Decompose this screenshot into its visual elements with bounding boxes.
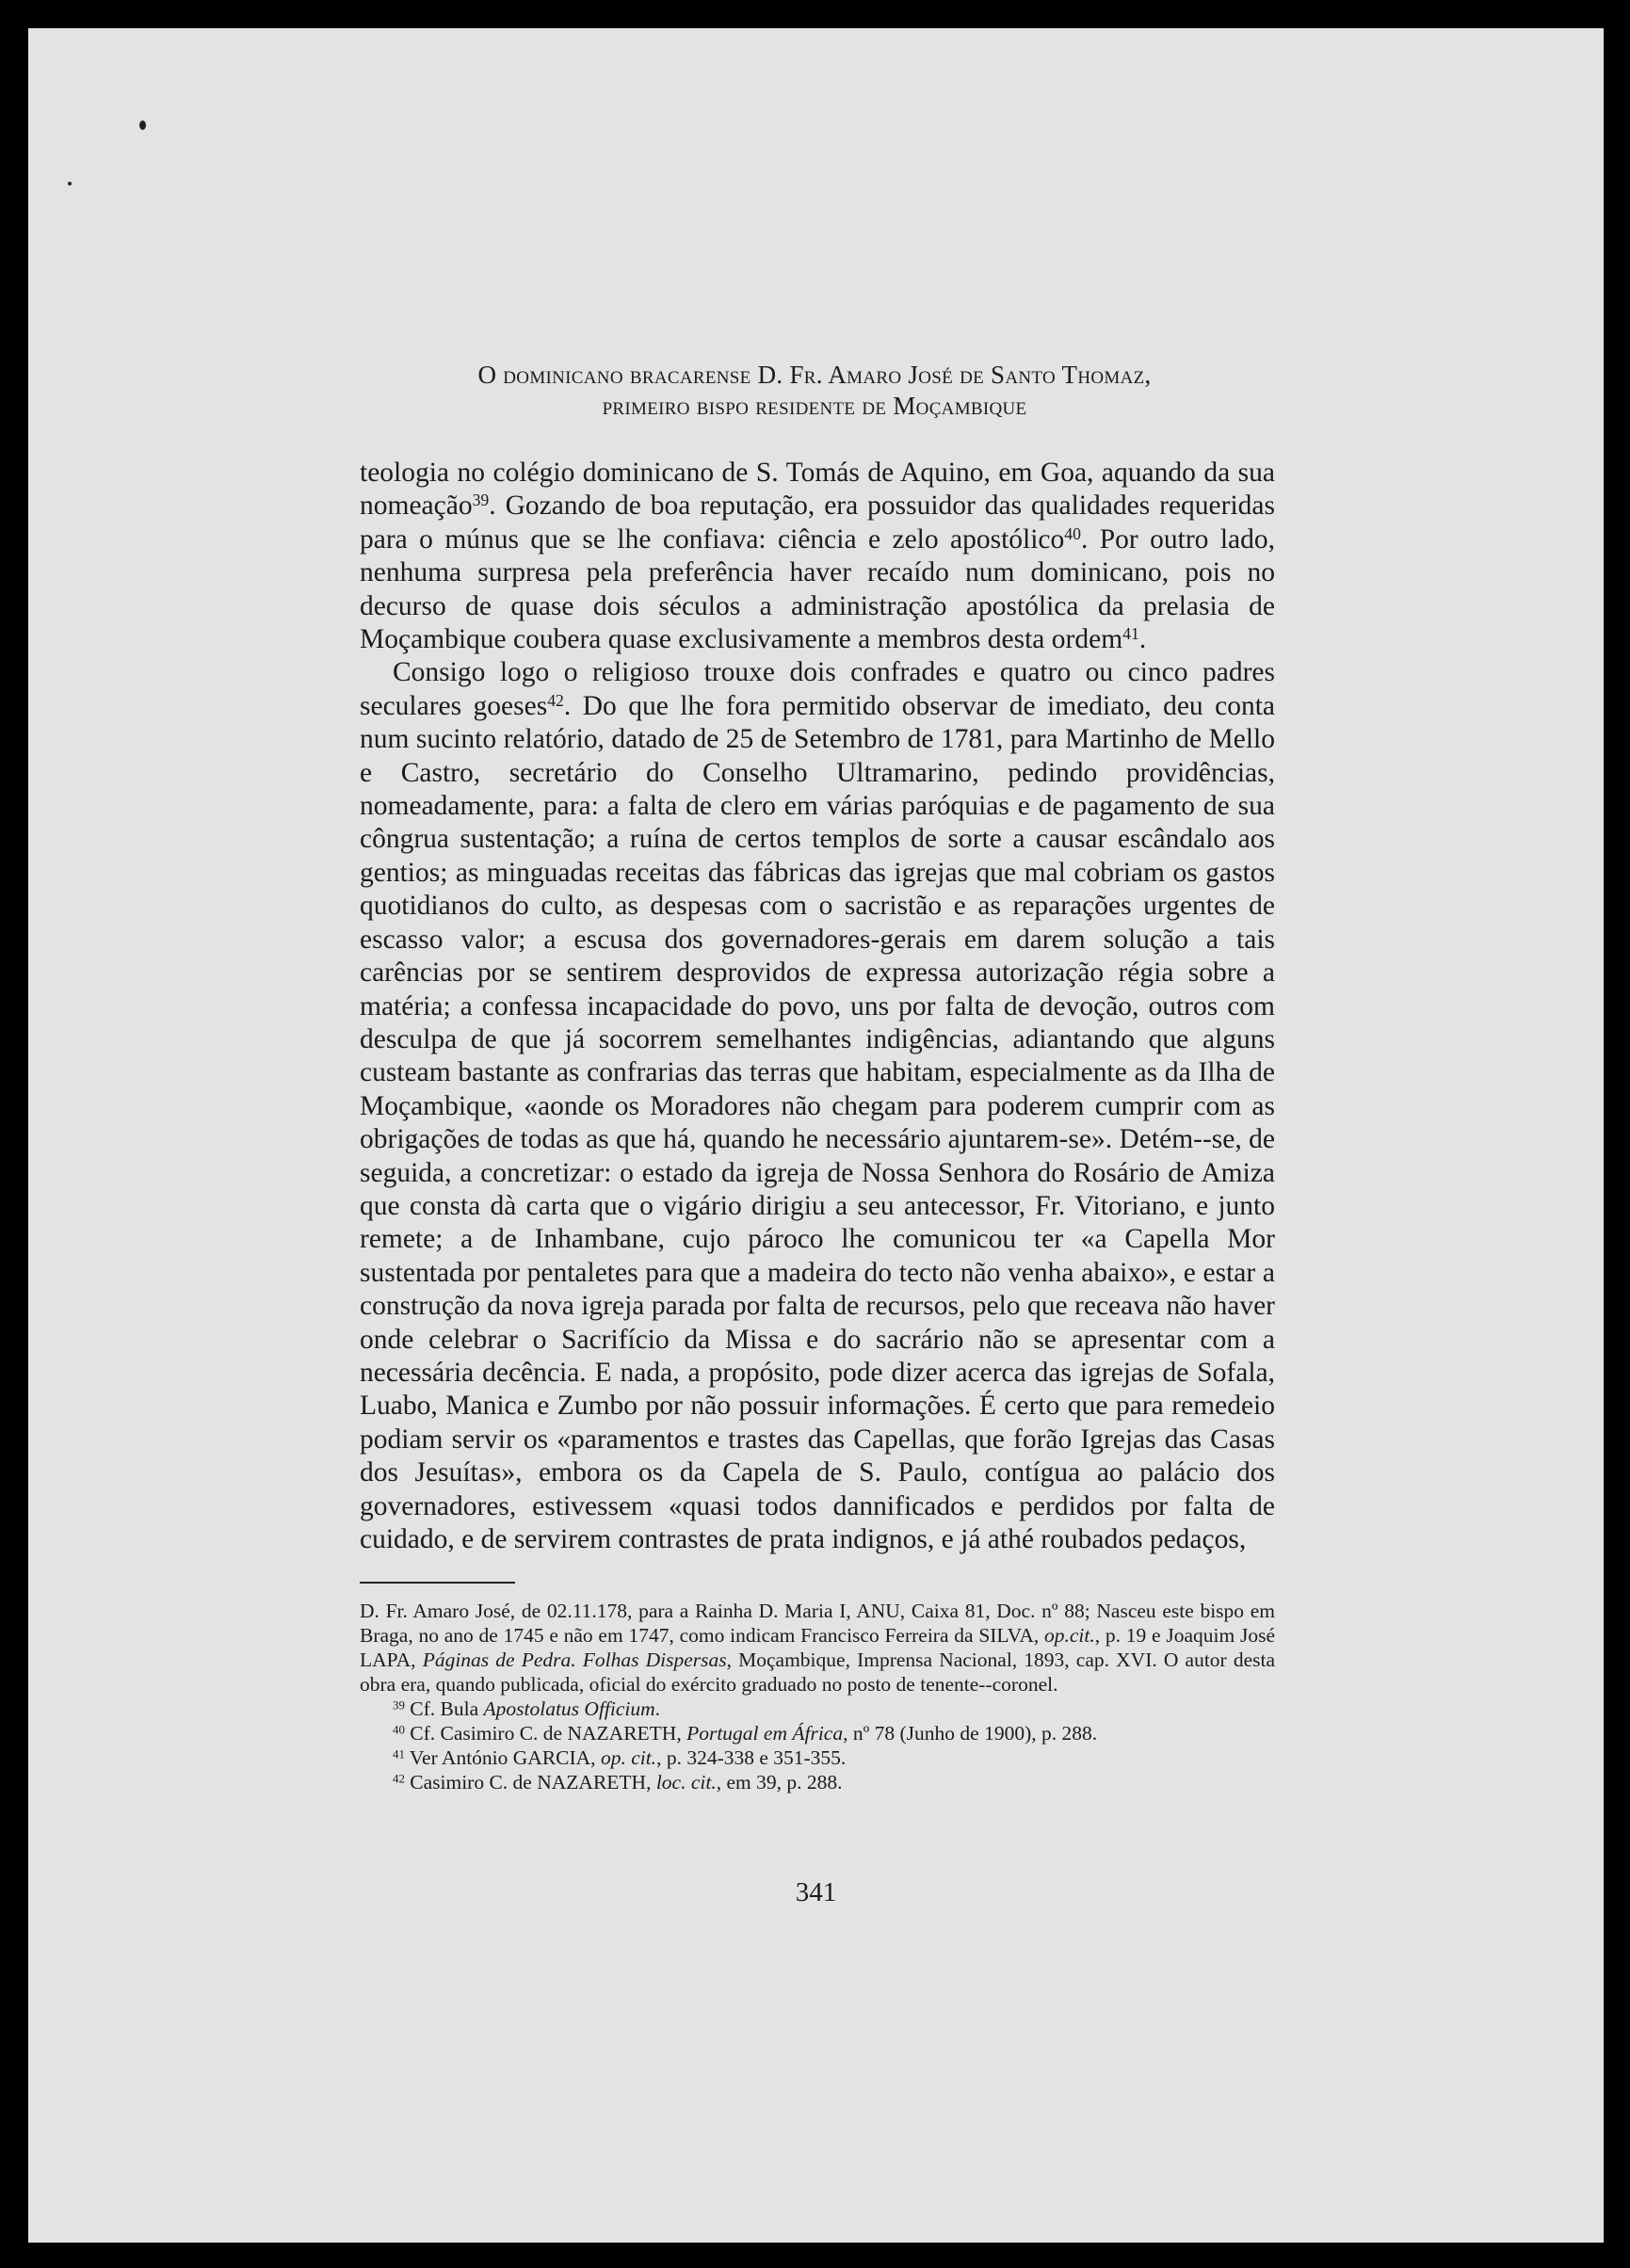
text-run: , nº 78 (Junho de 1900), p. 288. <box>843 1722 1098 1745</box>
running-header-line-1: O dominicano bracarense D. Fr. Amaro José de Santo Thomaz, <box>477 361 1152 389</box>
text-run: Ver António GARCIA, <box>404 1746 601 1769</box>
running-header <box>301 360 1328 422</box>
footnote-39 <box>360 1697 1275 1721</box>
text-run: . Por outro lado, nenhuma surpresa pela preferência haver recaído num dominicano, pois no decurso de quase dois séculos a administração apostólica da prelasia de Moçambique coubera quase exclusivamente a membros desta ordem <box>360 523 1275 655</box>
footnote-separator <box>360 1582 515 1584</box>
footnote-number: 41 <box>393 1747 405 1761</box>
text-run: Consigo logo o religioso trouxe dois confrades e quatro ou cinco padres seculares goeses <box>360 657 1275 721</box>
text-run: D. Fr. Amaro José, de 02.11.178, para a Rainha D. Maria I, ANU, Caixa 81, Doc. nº 88; Nasceu este bispo em Braga, no ano de 1745 e não em 1747, como indicam Francisco Ferreira da SILVA, <box>360 1600 1275 1647</box>
document-page <box>28 28 1604 2243</box>
footnote-ref: 41 <box>1122 624 1139 644</box>
footnote-ref: 42 <box>547 691 564 710</box>
footnote-number: 39 <box>393 1698 405 1713</box>
italic-run: op.cit. <box>1044 1624 1095 1647</box>
italic-run: Portugal em África <box>686 1722 844 1745</box>
footnote-ref: 39 <box>472 491 490 510</box>
page-number: 341 <box>795 1877 837 1907</box>
text-run: Cf. Casimiro C. de NAZARETH, <box>404 1722 687 1745</box>
italic-run: op. cit. <box>600 1746 657 1769</box>
footnote-42 <box>360 1770 1275 1794</box>
scan-speck <box>68 182 72 185</box>
paragraph-2 <box>360 656 1275 1556</box>
text-run: . Gozando de boa reputação, era possuidor das qualidades requeridas para o múnus que se lhe confiava: ciência e zelo apostólico <box>360 491 1275 555</box>
text-run: , Moçambique, Imprensa Nacional, 1893, cap. XVI. O autor desta obra era, quando publicada, oficial do exército graduado no posto de tenente--coronel. <box>360 1649 1276 1696</box>
italic-run: Páginas de Pedra. Folhas Dispersas <box>422 1649 727 1671</box>
footnote-ref: 40 <box>1064 523 1081 543</box>
text-run: . <box>1138 624 1147 655</box>
text-run: , p. 324-338 e 351-355. <box>656 1746 847 1769</box>
text-run: . <box>654 1697 661 1720</box>
body-text <box>360 457 1275 1556</box>
text-run: Cf. Bula <box>404 1697 484 1720</box>
text-run: Casimiro C. de NAZARETH, <box>404 1771 656 1793</box>
footnotes <box>360 1599 1275 1794</box>
text-run: , p. 19 e Joaquim José LAPA, <box>360 1624 1275 1671</box>
italic-run: Apostolatus Officium <box>483 1697 655 1720</box>
text-run: . Do que lhe fora permitido observar de imediato, deu conta num sucinto relatório, datado de 25 de Setembro de 1781, para Martinho de Mello e Castro, secretário do Conselho Ultramarino, pedindo providências, nomeadamente, para: a falta de clero em várias paróquias e de pagamento de sua côngrua sustentação; a ruína de certos templos de sorte a causar escândalo aos gentios; as minguadas receitas das fábricas das igrejas que mal cobriam os gastos quotidianos do culto, as despesas com o sacristão e as reparações urgentes de escasso valor; a escusa dos governadores-gerais em darem solução a tais carências por se sentirem desprovidos de expressa autorização régia sobre a matéria; a confessa incapacidade do povo, uns por falta de devoção, outros com desculpa de que já socorrem semelhantes indigências, adiantando que alguns custeam bastante as confrarias das terras que habitam, especialmente as da Ilha de Moçambique, «aonde os Moradores não chegam para poderem cumprir com as obrigações de todas as que há, quando he necessário ajuntarem-se». Detém--se, de seguida, a concretizar: o estado da igreja de Nossa Senhora do Rosário de Amiza que consta dà carta que o vigário dirigiu a seu antecessor, Fr. Vitoriano, e junto remete; a de Inhambane, cujo pároco lhe comunicou ter «a Capella Mor sustentada por pentaletes para que a madeira do tecto não venha abaixo», e estar a construção da nova igreja parada por falta de recursos, pelo que receava não haver onde celebrar o Sacrifício da Missa e do sacrário não se apresentar com a necessária decência. E nada, a propósito, pode dizer acerca das igrejas de Sofala, Luabo, Manica e Zumbo por não possuir informações. É certo que para remedeio podiam servir os «paramentos e trastes das Capellas, que forão Igrejas das Casas dos Jesuítas», embora os da Capela de S. Paulo, contígua ao palácio dos governadores, estivessem «quasi todos dannificados e perdidos por falta de cuidado, e de servirem contrastes de prata indignos, e já athé roubados pedaços, <box>360 690 1275 1554</box>
footnote-number: 40 <box>393 1723 405 1737</box>
footnote-41 <box>360 1745 1275 1770</box>
scan-speck <box>139 121 146 130</box>
italic-run: loc. cit. <box>655 1771 717 1793</box>
text-run: teologia no colégio dominicano de S. Tomás de Aquino, em Goa, aquando da sua nomeação <box>360 458 1275 522</box>
footnote-continuation <box>360 1599 1275 1697</box>
footnote-number: 42 <box>393 1772 405 1786</box>
paragraph-1 <box>360 457 1275 656</box>
footnote-40 <box>360 1721 1275 1745</box>
running-header-line-2: primeiro bispo residente de Moçambique <box>602 392 1027 420</box>
text-run: , em 39, p. 288. <box>716 1771 843 1793</box>
